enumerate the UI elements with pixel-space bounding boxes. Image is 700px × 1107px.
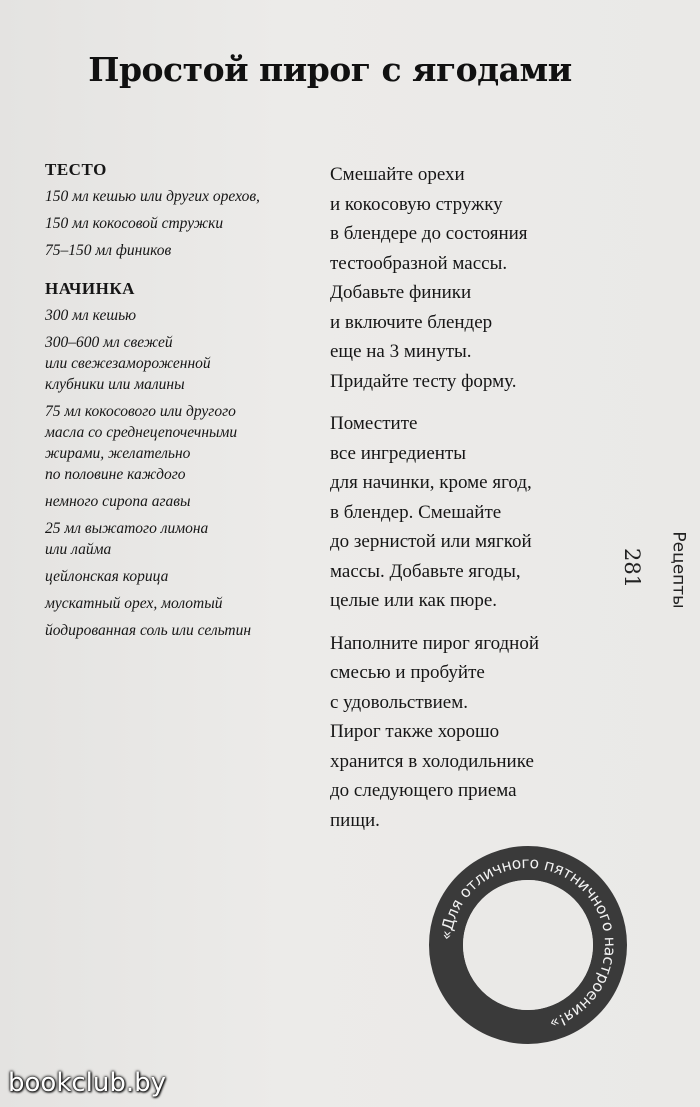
instructions-column	[330, 160, 630, 848]
ingredient-item: немного сиропа агавы	[45, 493, 191, 510]
ingredient-item: 300–600 мл свежей или свежезамороженной клубники или малины	[45, 334, 211, 393]
watermark: bookclub.by	[8, 1068, 167, 1098]
ingredient-item: 75–150 мл фиников	[45, 242, 172, 259]
section-label: Рецепты	[668, 531, 689, 609]
ingredient-item: цейлонская корица	[45, 568, 169, 585]
quote-badge	[418, 835, 638, 1055]
ingredient-item: 25 мл выжатого лимона или лайма	[45, 520, 209, 558]
recipe-title: Простой пирог с ягодами	[88, 50, 572, 89]
filling-heading: НАЧИНКА	[45, 279, 135, 298]
badge-text-path: «Для отличного пятничного настроения!»	[437, 853, 620, 1033]
ingredient-item: йодированная соль или сельтин	[45, 622, 252, 639]
page-number: 281	[620, 547, 645, 589]
dough-heading: ТЕСТО	[45, 160, 107, 179]
ingredient-item: 300 мл кешью	[45, 307, 137, 324]
ingredient-item: 150 мл кешью или других орехов,	[45, 188, 260, 205]
badge-center	[463, 880, 593, 1010]
ingredient-item: 75 мл кокосового или другого масла со среднецепочечными жирами, желательно по половине каждого	[45, 403, 238, 483]
ingredient-item: 150 мл кокосовой стружки	[45, 215, 224, 232]
instruction-paragraph: Смешайте орехи и кокосовую стружку в блендере до состояния тестообразной массы. Добавьте финики и включите блендер еще на 3 минуты. Придайте тесту форму.	[330, 164, 528, 392]
ingredients-column	[45, 160, 325, 647]
ingredient-item: мускатный орех, молотый	[45, 595, 223, 612]
instruction-paragraph: Поместите все ингредиенты для начинки, кроме ягод, в блендер. Смешайте до зернистой или мягкой массы. Добавьте ягоды, целые или как пюре.	[330, 413, 532, 611]
instruction-paragraph: Наполните пирог ягодной смесью и пробуйте с удовольствием. Пирог также хорошо хранится в холодильнике до следующего приема пищи.	[330, 632, 540, 831]
